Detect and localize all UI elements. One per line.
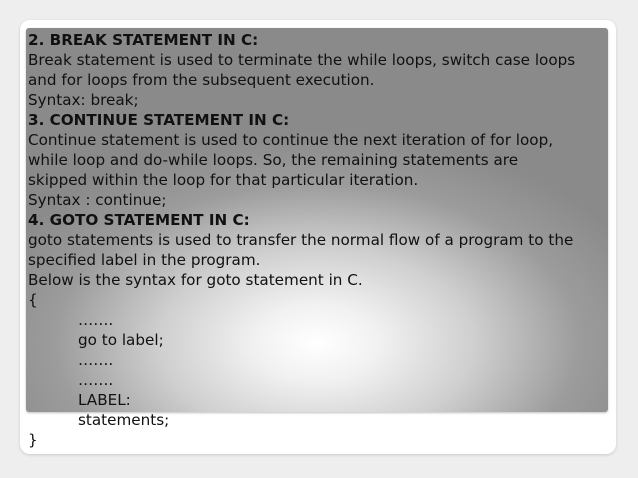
code-line: statements; bbox=[78, 411, 170, 429]
continue-syntax: Syntax : continue; bbox=[28, 191, 167, 209]
goto-description-line-2: specified label in the program. bbox=[28, 251, 261, 269]
break-description-line-2: and for loops from the subsequent execution. bbox=[28, 71, 375, 89]
code-line: ……. bbox=[78, 351, 114, 369]
goto-syntax-intro: Below is the syntax for goto statement in C. bbox=[28, 271, 363, 289]
code-close-brace: } bbox=[28, 431, 38, 449]
break-description-line-1: Break statement is used to terminate the while loops, switch case loops bbox=[28, 51, 576, 69]
continue-description-line-3: skipped within the loop for that particular iteration. bbox=[28, 171, 419, 189]
slide-text bbox=[28, 30, 612, 450]
continue-heading: 3. CONTINUE STATEMENT IN C: bbox=[28, 111, 290, 129]
break-heading: 2. BREAK STATEMENT IN C: bbox=[28, 31, 259, 49]
break-syntax: Syntax: break; bbox=[28, 91, 139, 109]
goto-description-line-1: goto statements is used to transfer the normal flow of a program to the bbox=[28, 231, 574, 249]
code-open-brace: { bbox=[28, 291, 38, 309]
goto-heading: 4. GOTO STATEMENT IN C: bbox=[28, 211, 250, 229]
continue-description-line-1: Continue statement is used to continue the next iteration of for loop, bbox=[28, 131, 554, 149]
code-line: LABEL: bbox=[78, 391, 131, 409]
continue-description-line-2: while loop and do-while loops. So, the remaining statements are bbox=[28, 151, 519, 169]
code-line: ……. bbox=[78, 371, 114, 389]
code-line: ……. bbox=[78, 311, 114, 329]
code-line: go to label; bbox=[78, 331, 164, 349]
